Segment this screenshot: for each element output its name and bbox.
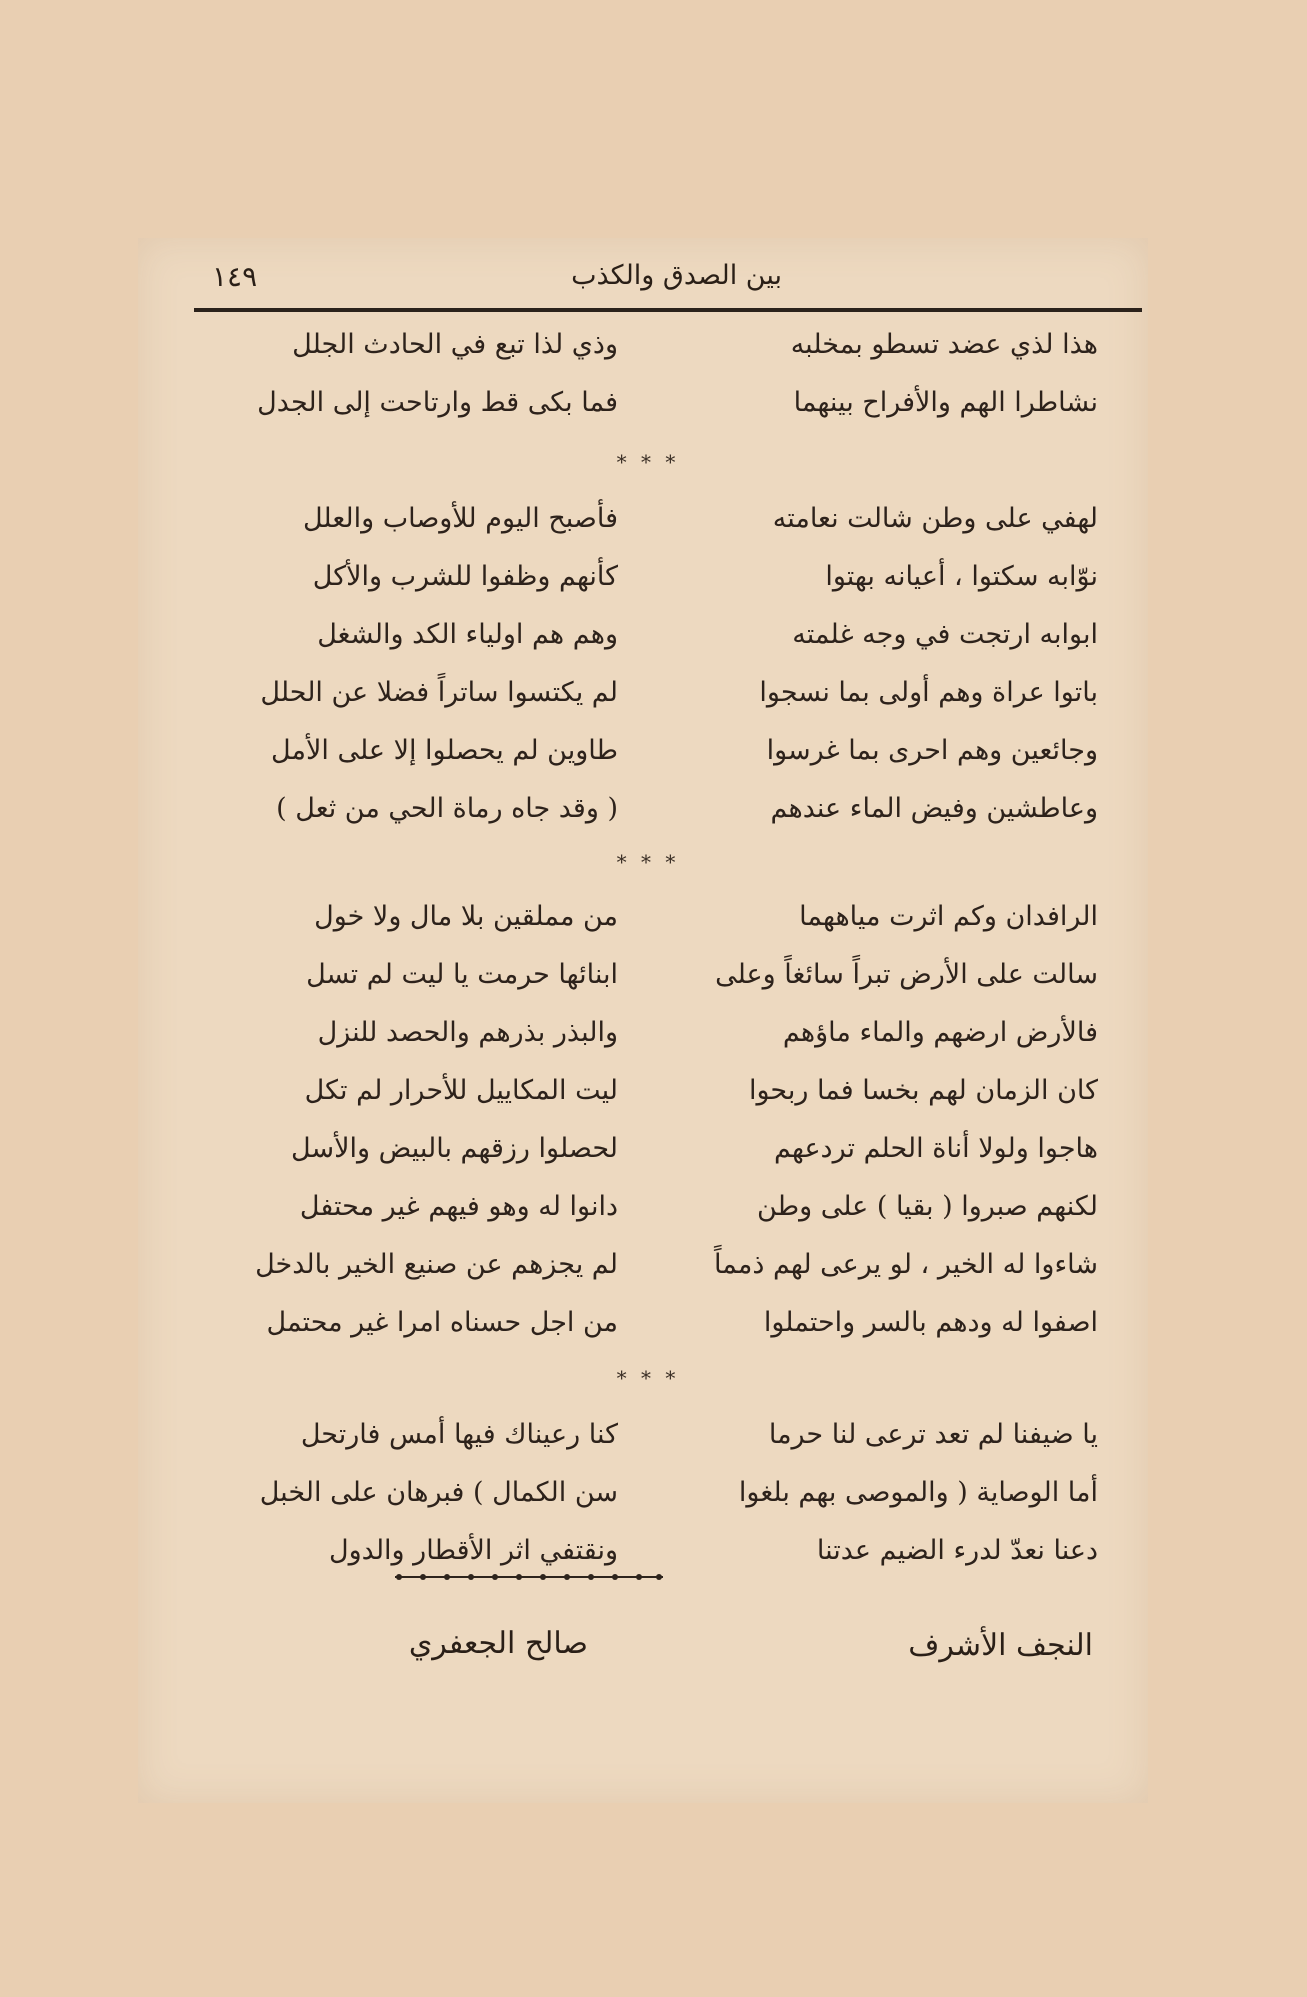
stanza-1-second-hemistichs	[223, 316, 618, 432]
verse-line: اصفوا له ودهم بالسر واحتملوا	[763, 1307, 1098, 1338]
verse-line: لكنهم صبروا ( بقيا ) على وطن	[757, 1191, 1098, 1222]
verse-line: هاجوا ولولا أناة الحلم تردعهم	[774, 1133, 1098, 1164]
verse-line: ابوابه ارتجت في وجه غلمته	[792, 619, 1098, 650]
verse-line: نشاطرا الهم والأفراح بينهما	[793, 387, 1098, 418]
stanza-separator: * * *	[616, 850, 680, 874]
verse-line: نوّابه سكتوا ، أعيانه بهتوا	[825, 561, 1098, 592]
verse-line: لم يكتسوا ساتراً فضلا عن الحلل	[260, 677, 618, 708]
verse-line: كنا رعيناك فيها أمس فارتحل	[300, 1419, 618, 1450]
verse-line: من اجل حسناه امرا غير محتمل	[266, 1307, 618, 1338]
page-number: ١٤٩	[212, 260, 258, 293]
verse-line: من مملقين بلا مال ولا خول	[314, 901, 618, 932]
verse-line: باتوا عراة وهم أولى بما نسجوا	[759, 677, 1098, 708]
verse-line: كأنهم وظفوا للشرب والأكل	[312, 561, 618, 592]
verse-line: ( وقد جاه رماة الحي من ثعل )	[276, 793, 618, 824]
verse-line: كان الزمان لهم بخسا فما ربحوا	[748, 1075, 1098, 1106]
verse-line: لم يجزهم عن صنيع الخير بالدخل	[255, 1249, 618, 1280]
header-rule	[194, 308, 1142, 312]
signature-place: النجف الأشرف	[908, 1628, 1093, 1663]
verse-line: والبذر بذرهم والحصد للنزل	[317, 1017, 618, 1048]
verse-line: لهفي على وطن شالت نعامته	[772, 503, 1098, 534]
verse-line: سن الكمال ) فبرهان على الخبل	[259, 1477, 618, 1508]
stanza-2-first-hemistichs	[708, 490, 1098, 838]
verse-line: يا ضيفنا لم تعد ترعى لنا حرما	[768, 1419, 1098, 1450]
verse-line: لحصلوا رزقهم بالبيض والأسل	[291, 1133, 618, 1164]
stanza-separator: * * *	[616, 450, 680, 474]
verse-line: هذا لذي عضد تسطو بمخلبه	[790, 329, 1098, 360]
stanza-1-first-hemistichs	[708, 316, 1098, 432]
verse-line: وذي لذا تبع في الحادث الجلل	[292, 329, 618, 360]
verse-line: فما بكى قط وارتاحت إلى الجدل	[257, 387, 618, 418]
running-header	[192, 256, 1142, 306]
verse-line: فأصبح اليوم للأوصاب والعلل	[302, 503, 618, 534]
stanza-3-second-hemistichs	[223, 888, 618, 1352]
verse-line: طاوين لم يحصلوا إلا على الأمل	[271, 735, 618, 766]
stanza-4-second-hemistichs	[223, 1406, 618, 1580]
verse-line: شاءوا له الخير ، لو يرعى لهم ذمماً	[714, 1249, 1098, 1280]
book-page	[138, 238, 1148, 1803]
verse-line: ليت المكاييل للأحرار لم تكل	[304, 1075, 618, 1106]
verse-line: ابنائها حرمت يا ليت لم تسل	[306, 959, 618, 990]
stanza-4-first-hemistichs	[708, 1406, 1098, 1580]
verse-line: سالت على الأرض تبراً سائغاً وعلى	[715, 959, 1098, 990]
verse-line: ونقتفي اثر الأقطار والدول	[329, 1535, 618, 1566]
verse-line: دانوا له وهو فيهم غير محتفل	[299, 1191, 618, 1222]
stanza-3-first-hemistichs	[708, 888, 1098, 1352]
stanza-separator: * * *	[616, 1366, 680, 1390]
verse-line: فالأرض ارضهم والماء ماؤهم	[782, 1017, 1098, 1048]
signature-name: صالح الجعفري	[408, 1626, 588, 1661]
ornamental-rule	[393, 1572, 665, 1582]
verse-line: وجائعين وهم احرى بما غرسوا	[766, 735, 1098, 766]
verse-line: وهم هم اولياء الكد والشغل	[317, 619, 618, 650]
verse-line: دعنا نعدّ لدرء الضيم عدتنا	[816, 1535, 1098, 1566]
verse-line: وعاطشين وفيض الماء عندهم	[770, 793, 1098, 824]
verse-line: الرافدان وكم اثرت مياههما	[799, 901, 1098, 932]
stanza-2-second-hemistichs	[223, 490, 618, 838]
verse-line: أما الوصاية ( والموصى بهم بلغوا	[738, 1477, 1098, 1508]
running-title: بين الصدق والكذب	[571, 260, 782, 291]
